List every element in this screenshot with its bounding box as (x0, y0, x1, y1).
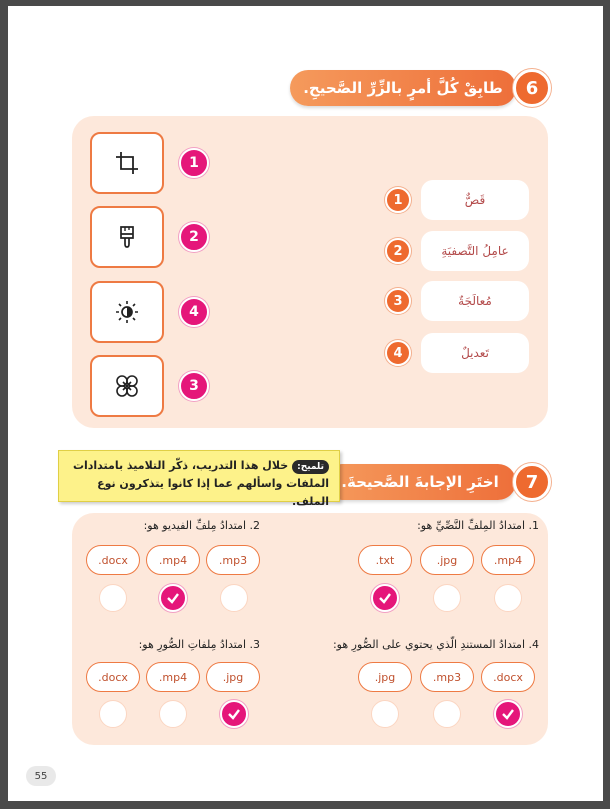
brightness-contrast-icon (114, 299, 140, 325)
term-number: 1 (385, 187, 411, 213)
term-number: 2 (385, 238, 411, 264)
answer-option[interactable]: .mp3 (206, 545, 260, 575)
checkmark-icon (166, 591, 180, 605)
tip-line-1: خلال هذا التدريب، ذكّر التلاميذ بامتدادات (72, 459, 289, 472)
answer-option[interactable]: .docx (481, 662, 535, 692)
term-number: 4 (385, 340, 411, 366)
section6-title: طابِقْ كُلَّ أمرٍ بالزِّرِّ الصَّحيحِ. (303, 79, 503, 97)
answer-radio[interactable] (99, 700, 127, 728)
question-2: 2. امتدادُ مِلفِّ الفيديو هو: (143, 519, 260, 532)
answer-option[interactable]: .jpg (206, 662, 260, 692)
answer-radio[interactable] (371, 700, 399, 728)
answer-radio[interactable] (433, 700, 461, 728)
answer-radio[interactable] (494, 584, 522, 612)
answer-radio[interactable] (433, 584, 461, 612)
teacher-tip-note (58, 450, 340, 508)
answer-radio-checked[interactable] (371, 584, 399, 612)
section7-number-badge: 7 (513, 463, 551, 501)
term-adjust: تَعديلٌ (421, 333, 529, 373)
tip-line-2: الملفات واسألهم عما إذا كانوا يتذكرون نوع الملف. (97, 477, 329, 508)
answer-radio[interactable] (159, 700, 187, 728)
term-number: 3 (385, 288, 411, 314)
answer-option[interactable]: .mp4 (146, 662, 200, 692)
answer-radio-checked[interactable] (494, 700, 522, 728)
section6-number-badge: 6 (513, 69, 551, 107)
icon-answer-badge: 2 (179, 222, 209, 252)
processing-button[interactable] (90, 355, 164, 417)
answer-option[interactable]: .docx (86, 545, 140, 575)
tip-label: تلميح: (292, 460, 329, 474)
answer-option[interactable]: .jpg (358, 662, 412, 692)
crop-icon (114, 150, 140, 176)
answer-radio-checked[interactable] (220, 700, 248, 728)
checkmark-icon (501, 707, 515, 721)
answer-radio[interactable] (220, 584, 248, 612)
adjust-button[interactable] (90, 281, 164, 343)
icon-answer-badge: 1 (179, 148, 209, 178)
section6-title-banner (290, 70, 516, 106)
answer-option[interactable]: .mp3 (420, 662, 474, 692)
answer-option[interactable]: .txt (358, 545, 412, 575)
crop-button[interactable] (90, 132, 164, 194)
term-filter: عامِلُ التَّصفيَةِ (421, 231, 529, 271)
clover-shape-icon (114, 373, 140, 399)
question-1: 1. امتدادُ المِلفِّ النَّصِّيِّ هو: (417, 519, 539, 532)
filter-button[interactable] (90, 206, 164, 268)
answer-option[interactable]: .docx (86, 662, 140, 692)
answer-option[interactable]: .mp4 (146, 545, 200, 575)
answer-option[interactable]: .mp4 (481, 545, 535, 575)
term-cut: قَصٌّ (421, 180, 529, 220)
question-4: 4. امتدادُ المستندِ الّذي يحتوي على الصُّورِ هو: (332, 638, 539, 651)
icon-answer-badge: 3 (179, 371, 209, 401)
section7-title: اختَرِ الإجابةَ الصَّحيحةَ. (341, 473, 499, 491)
section7-title-banner (324, 464, 516, 500)
workbook-page (8, 6, 603, 801)
answer-radio[interactable] (99, 584, 127, 612)
icon-answer-badge: 4 (179, 297, 209, 327)
brush-icon (114, 224, 140, 250)
answer-option[interactable]: .jpg (420, 545, 474, 575)
multiple-choice-panel (72, 513, 548, 745)
question-3: 3. امتدادُ مِلفاتِ الصُّورِ هو: (138, 638, 260, 651)
term-processing: مُعالَجَةٌ (421, 281, 529, 321)
answer-radio-checked[interactable] (159, 584, 187, 612)
checkmark-icon (227, 707, 241, 721)
page-number: 55 (26, 766, 56, 786)
checkmark-icon (378, 591, 392, 605)
